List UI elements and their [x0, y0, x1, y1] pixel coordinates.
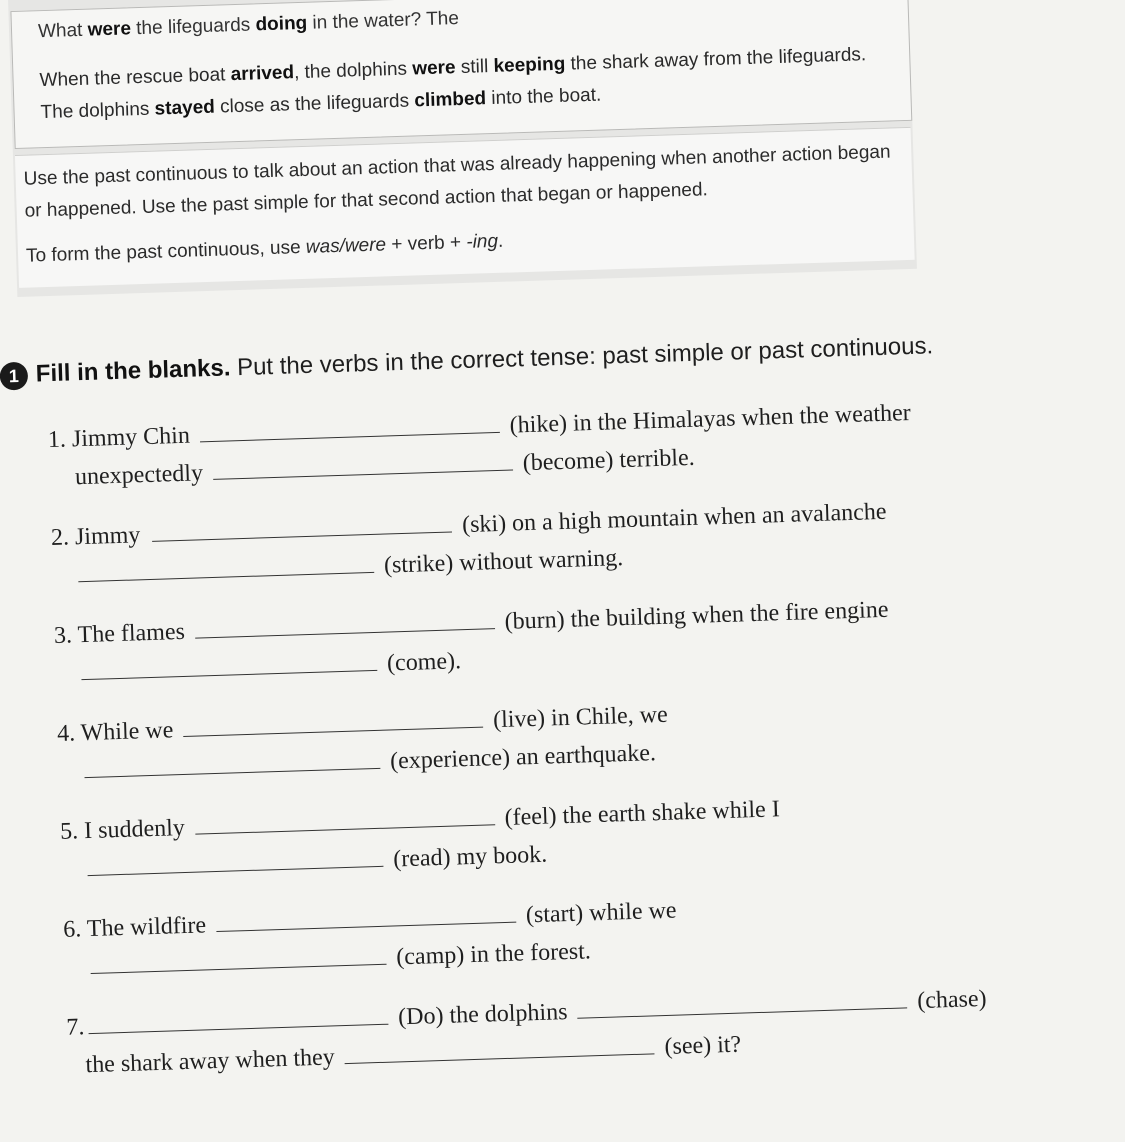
item-7-line-1: 7. (Do) the dolphins (chase)	[66, 979, 1057, 1048]
exercise-number-badge: 1	[0, 361, 28, 390]
item-4-line-1: 4. While we (live) in Chile, we	[56, 701, 669, 747]
item-2-line-2: (strike) without warning.	[52, 527, 1043, 596]
item-3-line-2: (come).	[55, 625, 1046, 694]
item-1-line-2: unexpectedly (become) terrible.	[74, 444, 696, 491]
rule-text: Use the past continuous to talk about an action that was already happening when another action began or happened. Use the past simple for that second action that began or happened.	[23, 141, 891, 222]
item-7-line-2: the shark away when they (see) it?	[67, 1017, 1058, 1086]
item-3-line-1: 3. The flames (burn) the building when the fire engine	[53, 596, 889, 650]
exercise-instruction: Put the verbs in the correct tense: past simple or past continuous.	[236, 332, 934, 382]
item-2-line-1: 2. Jimmy (ski) on a high mountain when an avalanche	[50, 498, 887, 552]
exercise-items	[47, 391, 1057, 1086]
item-5-line-1: 5. I suddenly (feel) the earth shake while I	[59, 796, 781, 845]
item-4-line-2: (experience) an earthquake.	[58, 723, 1049, 792]
item-6-line-2: (camp) in the forest.	[64, 919, 1055, 988]
item-6-line-1: 6. The wildfire (start) while we	[62, 897, 677, 943]
exercise-heading	[0, 332, 934, 390]
item-1-line-1: 1. Jimmy Chin (hike) in the Himalayas when the weather	[47, 399, 912, 454]
rule-panel	[15, 127, 915, 288]
answer-blank[interactable]	[199, 408, 500, 442]
item-5-line-2: (read) my book.	[61, 821, 1052, 890]
rule-form-text: To form the past continuous, use was/were + verb + -ing.	[25, 230, 504, 267]
example-question: What were the lifeguards doing in the water? The	[37, 7, 460, 43]
example-answer: When the rescue boat arrived, the dolphins were still keeping the shark away from the lifeguards. The dolphins stayed close as the lifeguards climbed into the boat.	[39, 44, 867, 124]
exercise-title: Fill in the blanks.	[35, 354, 231, 388]
